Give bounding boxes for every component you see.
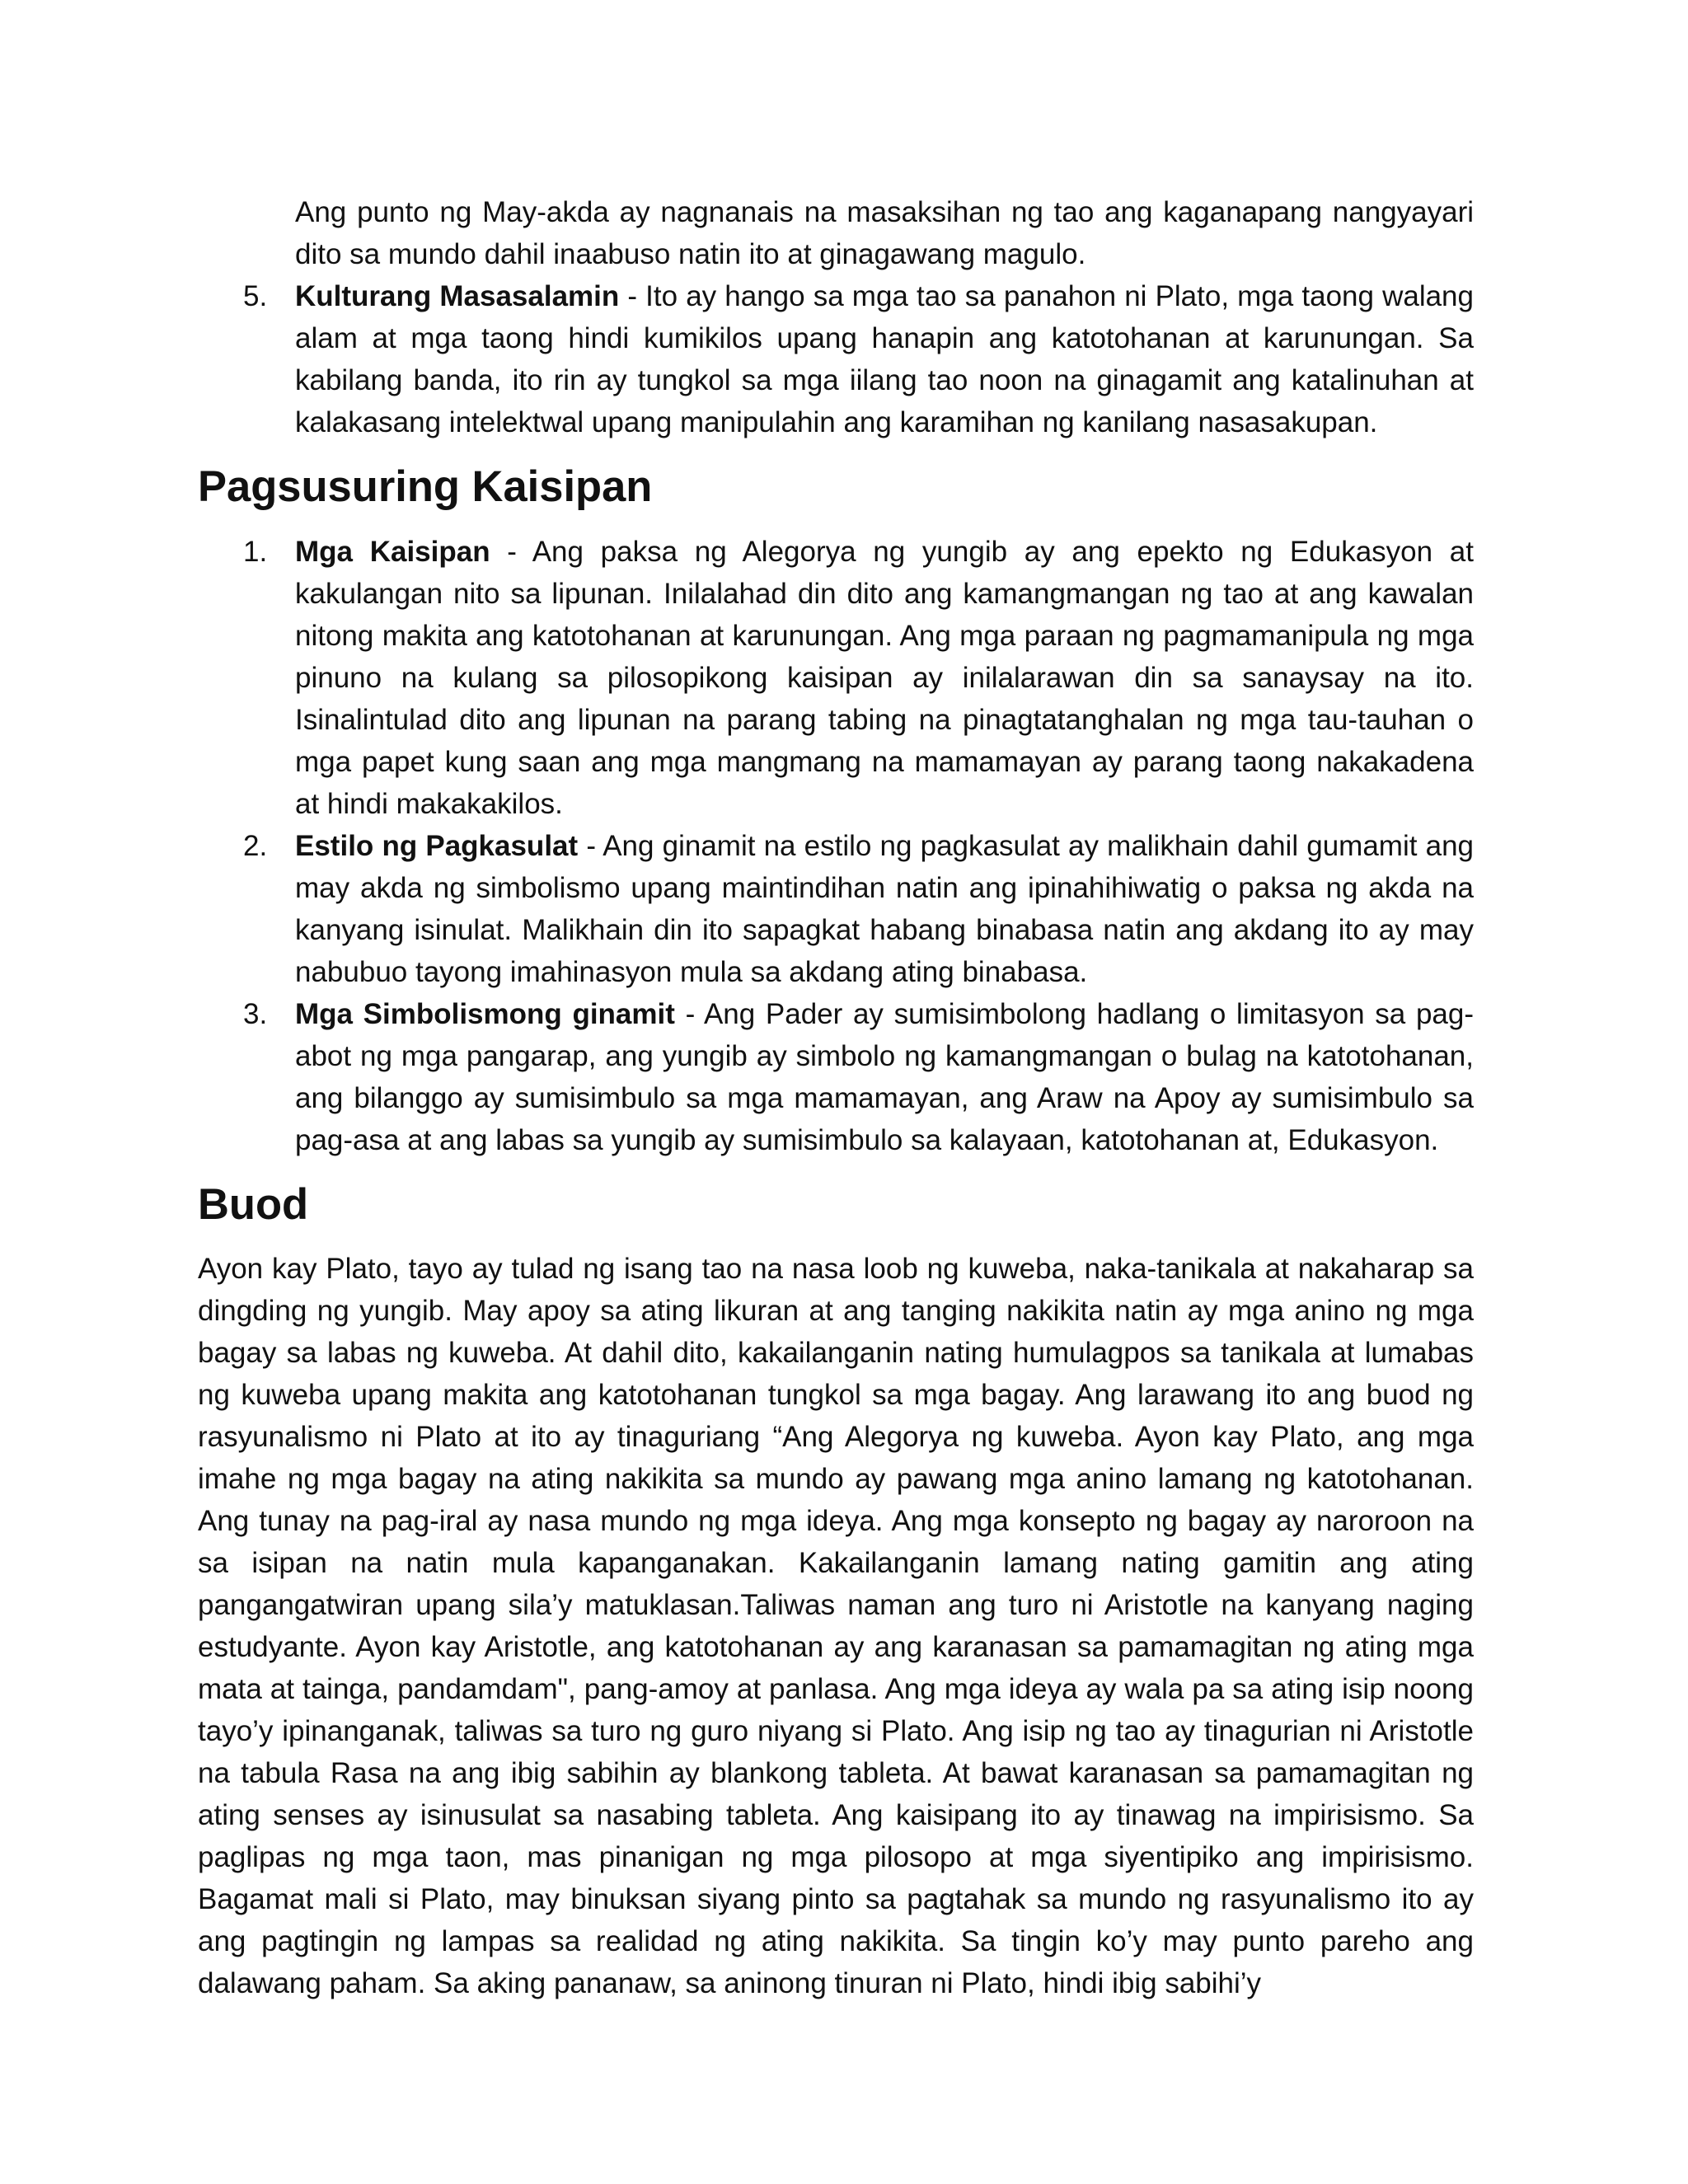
list-item-mga-simbolismong-ginamit bbox=[198, 993, 1474, 1161]
document-page bbox=[198, 191, 1474, 2004]
list-text: - Ang ginamit na estilo ng pagkasulat ay malikhain dahil gumamit ang may akda ng simbolismo upang maintindihan natin ang ipinahihiwatig o paksa ng akda na kanyang isinulat. Malikhain din ito sapagkat habang binabasa natin ang akdang ito ay may nabubuo tayong imahinasyon mula sa akdang ating binabasa. bbox=[295, 830, 1474, 988]
list-text: - Ang paksa ng Alegorya ng yungib ay ang epekto ng Edukasyon at kakulangan nito sa lipunan. Inilalahad din dito ang kamangmangan ng tao at ang kawalan nitong makita ang katotohanan at karunungan. Ang mga paraan ng pagmamanipula ng mga pinuno na kulang sa pilosopikong kaisipan ay inilalarawan din sa sanaysay na ito. Isinalintulad dito ang lipunan na parang tabing na pinagtatanghalan ng mga tau-tauhan o mga papet kung saan ang mga mangmang na mamamayan ay parang taong nakakadena at hindi makakakilos. bbox=[295, 536, 1474, 820]
list-item-5-container bbox=[198, 275, 1474, 443]
list-number: 2. bbox=[243, 830, 268, 862]
list-text: - Ito ay hango sa mga tao sa panahon ni Plato, mga taong walang alam at mga taong hindi kumikilos upang hanapin ang katotohanan at karunungan. Sa kabilang banda, ito rin ay tungkol sa mga iilang tao noon na ginagamit ang katalinuhan at kalakasang intelektwal upang manipulahin ang karamihan ng kanilang nasasakupan. bbox=[295, 280, 1474, 438]
buod-paragraph: Ayon kay Plato, tayo ay tulad ng isang tao na nasa loob ng kuweba, naka-tanikala at nakaharap sa dingding ng yungib. May apoy sa ating likuran at ang tanging nakikita natin ay mga anino ng mga bagay sa labas ng kuweba. At dahil dito, kakailanganin nating humulagpos sa tanikala at lumabas ng kuweba upang makita ang katotohanan tungkol sa mga bagay. Ang larawang ito ang buod ng rasyunalismo ni Plato at ito ay tinaguriang “Ang Alegorya ng kuweba. Ayon kay Plato, ang mga imahe ng mga bagay na ating nakikita sa mundo ay pawang mga anino lamang ng katotohanan. Ang tunay na pag-iral ay nasa mundo ng mga ideya. Ang mga konsepto ng bagay ay naroroon na sa isipan na natin mula kapanganakan. Kakailanganin lamang nating gamitin ang ating pangangatwiran upang sila’y matuklasan.Taliwas naman ang turo ni Aristotle na kanyang naging estudyante. Ayon kay Aristotle, ang katotohanan ay ang karanasan sa pamamagitan ng ating mga mata at tainga, pandamdam", pang-amoy at panlasa. Ang mga ideya ay wala pa sa ating isip noong tayo’y ipinanganak, taliwas sa turo ng guro niyang si Plato. Ang isip ng tao ay tinagurian ni Aristotle na tabula Rasa na ang ibig sabihin ay blankong tableta. At bawat karanasan sa pamamagitan ng ating senses ay isinusulat sa nasabing tableta. Ang kaisipang ito ay tinawag na impirisismo. Sa paglipas ng mga taon, mas pinanigan ng mga pilosopo at mga siyentipiko ang impirisismo. Bagamat mali si Plato, may binuksan siyang pinto sa pagtahak sa mundo ng rasyunalismo ito ay ang pagtingin ng lampas sa realidad ng ating nakikita. Sa tingin ko’y may punto pareho ang dalawang paham. Sa aking pananaw, sa aninong tinuran ni Plato, hindi ibig sabihi’y bbox=[198, 1253, 1474, 1999]
list-term: Estilo ng Pagkasulat bbox=[295, 830, 579, 862]
list-item-kulturang-masasalamin bbox=[198, 275, 1474, 443]
pagsusuring-kaisipan-list bbox=[198, 531, 1474, 1161]
list-term: Mga Simbolismong ginamit bbox=[295, 998, 675, 1030]
continuation-paragraph: Ang punto ng May-akda ay nagnanais na masaksihan ng tao ang kaganapang nangyayari dito sa mundo dahil inaabuso natin ito at ginagawang magulo. bbox=[295, 196, 1474, 270]
list-number: 5. bbox=[243, 280, 268, 312]
list-item-mga-kaisipan bbox=[198, 531, 1474, 825]
section-heading-pagsusuring-kaisipan: Pagsusuring Kaisipan bbox=[198, 462, 653, 511]
section-heading-buod: Buod bbox=[198, 1180, 309, 1229]
list-term: Kulturang Masasalamin bbox=[295, 280, 620, 312]
list-number: 1. bbox=[243, 536, 268, 568]
list-term: Mga Kaisipan bbox=[295, 536, 490, 568]
list-number: 3. bbox=[243, 998, 268, 1030]
list-item-estilo-ng-pagkasulat bbox=[198, 825, 1474, 993]
list-text: - Ang Pader ay sumisimbolong hadlang o limitasyon sa pag-abot ng mga pangarap, ang yungib ay simbolo ng kamangmangan o bulag na katotohanan, ang bilanggo ay sumisimbulo sa mga mamamayan, ang Araw na Apoy ay sumisimbulo sa pag-asa at ang labas sa yungib ay sumisimbulo sa kalayaan, katotohanan at, Edukasyon. bbox=[295, 998, 1474, 1156]
